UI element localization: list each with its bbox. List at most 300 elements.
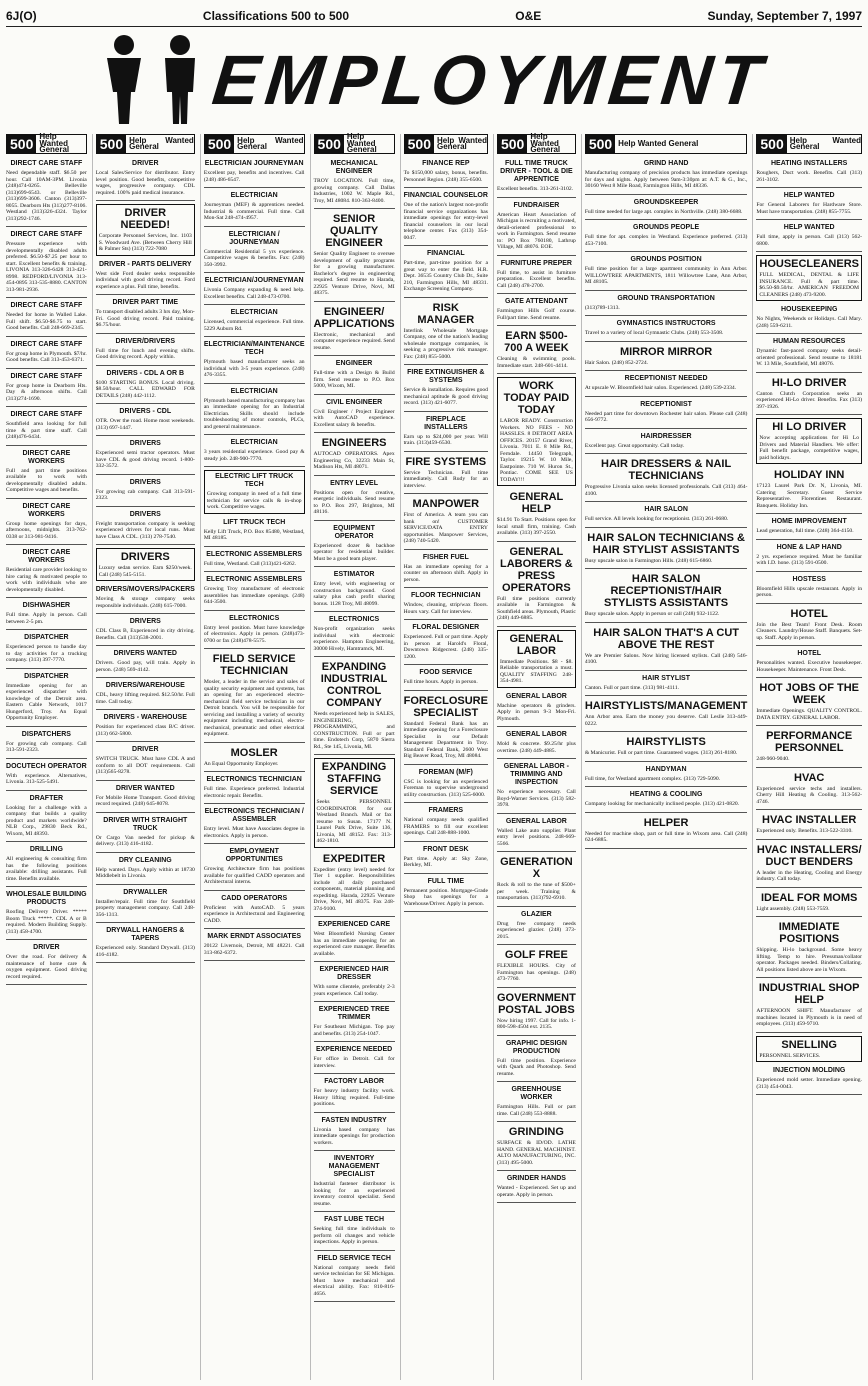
ad-title: GENERAL LABOR [505, 817, 567, 825]
ad-title: ELECTRONICS [329, 616, 380, 623]
ad-body: All engineering & consulting firm has the following positions available: drilling assistants. Full time. Benefits available. [6, 856, 87, 882]
ad-title: WORK TODAY PAID TODAY [503, 380, 570, 416]
classified-ad [404, 248, 488, 298]
classified-ad [6, 942, 87, 985]
classified-columns [6, 134, 862, 1380]
ad-title: HAIR SALON [644, 506, 688, 513]
ad-title: DIRECT CARE STAFF [10, 372, 83, 380]
classified-column [92, 134, 195, 1380]
ad-body: Freight transportation company is seeking experienced drivers for local runs. Must have Class A CDL. (313) 278-7540. [95, 520, 195, 540]
ad-title: DRIVERS - CDL [119, 408, 172, 415]
ad-title: HONE & LAP HAND [776, 543, 842, 551]
classified-ad [756, 842, 862, 888]
classified-ad [756, 336, 862, 373]
ad-title: GROUNDS PEOPLE [633, 224, 700, 231]
classification-number: 500 [205, 135, 234, 153]
classified-ad [756, 190, 862, 220]
classified-ad [6, 229, 87, 298]
ad-body: Growing company in need of a full time technician for service calls & in-shop work. Competitive wages. [206, 491, 302, 510]
ad-body: AFTERNOON SHIFT. Manufacturer of machines located in Plymouth is in need of employees. (313) 459-9710. [756, 1008, 862, 1027]
classified-ad [314, 158, 395, 209]
ad-body: Expediter (entry level) needed for Tier 1 supplier. Responsibilities include all daily purchased components, material planning and expediting. Harada, 22925 Venture Drive, Novi, MI 48375. Fax 248-374-9100. [313, 866, 395, 912]
classified-ad [497, 200, 576, 256]
masthead-title: EMPLOYMENT [208, 41, 772, 119]
classification-number: 500 [498, 135, 527, 153]
classified-ad [204, 549, 305, 573]
classification-label: Help Wanted General [789, 135, 861, 151]
ad-title: GREENHOUSE WORKER [511, 1086, 562, 1101]
ad-title: EXPERIENCE NEEDED [315, 1046, 393, 1053]
ad-body: Entry level position. Must have knowledge of electronics. Apply in person. (248)473-0700 or fax (248)478-5575. [203, 624, 305, 644]
ad-title: ELECTRONIC ASSEMBLERS [206, 550, 303, 558]
ad-title: FOOD SERVICE [419, 669, 473, 676]
ad-body: For Mobile Home Transport. Good driving record required. (248) 645-8078. [95, 794, 195, 807]
ad-body: Full time for apt. complex in Westland. Experience preferred. (313) 453-7100. [584, 234, 748, 247]
ad-body: Roofing Delivery Driver. ***** Boom Truck *****. CDL A or B required. Modern Building Supply. (313) 458-4700. [6, 909, 87, 935]
ad-title: ENTRY LEVEL [330, 479, 378, 487]
ad-body: AUTOCAD OPERATORS. Apex Engineering Co, 32233 Main St, Madison Hts, MI 48071. [313, 451, 395, 470]
ad-title: EXPEDITER [322, 852, 386, 865]
classified-ad [204, 307, 305, 337]
classified-ad [756, 222, 862, 252]
ad-title: HVAC [794, 771, 825, 784]
ad-title: ELECTRONICS TECHNICIAN [206, 776, 302, 783]
ad-title: DRIVERS WANTED [113, 650, 177, 657]
ad-title: GLAZIER [521, 910, 552, 918]
ad-body: Interlink Wholesale Mortgage Company, one of the nation's leading wholesale mortgage companies, is seeking a progressive risk manager. Fax: (248) 855-5000. [403, 327, 488, 360]
ad-body: Non-profit organization seeks individual with electronic experience. Hampton Engineering, 30000 Hively, Hamtramck, MI. [313, 626, 395, 652]
ad-title: FINANCIAL [426, 250, 465, 257]
ad-title: ENGINEER [335, 360, 373, 367]
ad-title: EMPLOYMENT OPPORTUNITIES [225, 848, 283, 863]
classified-ad [204, 470, 305, 514]
classified-ad [96, 438, 195, 475]
ad-body: OTR. Over the road. Home most weekends. (313) 697-1447. [95, 418, 195, 431]
classified-ad [585, 344, 748, 372]
ad-body: For group home in Dearborn Hts. Day & afternoon shifts. Call (313)274-1690. [6, 382, 87, 402]
ad-body: 17123 Laurel Park Dr. N, Livonia, MI. Catering Secretary. Guest Service Representative. Florentines Restaurant. Banquets. Holiday Inn. [756, 483, 862, 509]
classification-label: Help Wanted General [129, 135, 194, 151]
ad-title: FINANCIAL COUNSELOR [403, 192, 488, 199]
ad-title: INVENTORY MANAGEMENT SPECIALIST [328, 1155, 380, 1178]
ad-title: RECEPTIONIST [640, 400, 692, 408]
classified-ad [756, 375, 862, 416]
classified-ad [756, 606, 862, 647]
ad-body: For growing cab company. Call 313-591-2323. [95, 488, 195, 501]
ad-body: Join the Best Team! Front Desk. Room Cleaners. Laundry/House Staff. Banquets. Set-up. Staff. Apply in person. [756, 621, 862, 641]
classified-ad [96, 648, 195, 678]
ad-body: Need dependable staff. $6.50 per hour. Call 10AM-3PM. Livonia (248)474-0265. Belleville (313)699-6543. or Belleville (313)699-3606. Canton (313)397-8055. Dearborn Hts (313)277-8106. Westland (313)326-4324. Taylor (313)292-1746. [6, 170, 87, 222]
ad-body: Drivers. Good pay, will train. Apply in person. (248) 569-4142. [95, 660, 195, 673]
ad-body: Roughers, Duct work. Benefits. Call (313) 261-3102. [756, 170, 862, 183]
ad-body: Needed for machine shop, part or full time in Wixom area. Call (248) 624-6885. [584, 830, 748, 843]
classified-ad [756, 255, 862, 301]
ad-body: Mosler, a leader in the service and sales of quality security equipment and systems, has an opening for an experienced electro-mechanical field service technician in our Detroit branch. You will be responsible for servicing and installing a variety of security equipment including mechanical, electro-mechanical, pneumatic and other electrical equipment. [203, 679, 305, 737]
classified-ad [314, 478, 395, 521]
ad-title: FOREMAN (M/F) [418, 768, 473, 776]
paper-name: O&E [515, 9, 542, 23]
ad-title: MOSLER [230, 746, 278, 759]
classified-ad [204, 229, 305, 274]
classified-ad [314, 1115, 395, 1152]
ad-title: WHOLESALE BUILDING PRODUCTS [6, 891, 87, 906]
classified-ad [314, 964, 395, 1002]
classified-ad [756, 158, 862, 188]
classified-ad [314, 1253, 395, 1303]
ad-body: Full time. Experience preferred. Industrial electronic repair. Benefits. [203, 786, 305, 799]
ad-title: FINANCE REP [422, 160, 470, 167]
ad-title: HOUSECLEANERS [759, 258, 859, 270]
classified-ad [404, 622, 488, 665]
ad-body: With experience. Alternatives, Livonia. 313-525-5491. [6, 772, 87, 785]
classified-ad [585, 764, 748, 788]
classified-ad [6, 371, 87, 408]
ad-title: ELECTRICIAN [230, 309, 278, 316]
ad-title: GOVERNMENT POSTAL JOBS [496, 991, 576, 1016]
ad-body: Full time, apply in person. Call (313) 562-6800. [756, 234, 862, 247]
ad-title: FIELD SERVICE TECH [317, 1254, 391, 1262]
ad-title: IMMEDIATE POSITIONS [778, 921, 840, 945]
classified-ad [585, 530, 748, 570]
classified-ad [314, 614, 395, 657]
ad-title: DRIVER/DRIVERS [115, 337, 176, 345]
ad-title: DRIVER WITH STRAIGHT TRUCK [103, 816, 188, 832]
classified-ad [756, 919, 862, 978]
ad-body: Luxury sedan service. Earn $250/week. Call (248) 545-5151. [98, 565, 192, 578]
classified-ad [314, 659, 395, 755]
ad-title: GROUNDS POSITION [630, 256, 702, 263]
classified-ad [756, 1065, 862, 1095]
ad-title: HANDYMAN [645, 765, 687, 773]
ad-title: IDEAL FOR MOMS [761, 891, 858, 904]
ad-title: HVAC INSTALLERS/ DUCT BENDERS [756, 843, 862, 868]
classification-number: 500 [757, 135, 786, 153]
classified-column [200, 134, 305, 1380]
classified-ad [497, 1173, 576, 1203]
ad-title: MECHANICAL ENGINEER [330, 160, 378, 175]
ad-body: Livonia based company has immediate openings for production workers. [313, 1126, 395, 1146]
ad-title: HEATING INSTALLERS [771, 160, 848, 167]
ad-title: FULL TIME [427, 877, 464, 885]
ad-body: Drug free company needs experienced glazier. (248) 373-2015. [496, 920, 576, 940]
classified-ad [404, 158, 488, 188]
ad-body: Journeyman (MEF) & apprentices needed. Industrial & commercial. Full time. Call Mon-Sat 248-474-4957. [203, 202, 305, 221]
classified-ad [756, 574, 862, 604]
classified-ad [756, 542, 862, 572]
ad-body: Full time needed for large apt. complex in Northville. (248) 380-6688. [584, 208, 743, 215]
ad-body: An Equal Opportunity Employer. [203, 760, 279, 767]
ad-title: HAIRDRESSER [640, 432, 692, 440]
classified-ad [6, 671, 87, 727]
ad-title: FURNITURE PREPER [500, 259, 572, 267]
classified-ad [497, 854, 576, 907]
ad-title: HUMAN RESOURCES [773, 338, 846, 345]
ad-title: GATE ATTENDANT [504, 298, 568, 305]
ad-title: DIRECT CARE STAFF [10, 231, 83, 238]
ad-title: HOME IMPROVEMENT [771, 518, 847, 525]
masthead [6, 30, 862, 130]
ad-title: GROUND TRANSPORTATION [617, 294, 715, 302]
ad-body: Service Technician. Full time immediately. Call Rudy for an interview. [403, 469, 488, 489]
ad-title: HOTEL [797, 650, 822, 657]
ad-body: Dynamic fast-paced company seeks detail-oriented professional. Send resume to 18181 W. 13 Mile, Southfield, MI 48076. [756, 348, 862, 367]
ad-title: GRINDING [508, 1126, 564, 1138]
ad-title: DRIVERS/MOVERS/PACKERS [95, 586, 195, 593]
ad-body: Permanent position. Mortgage-Grade Shop has openings for a Warehouse/Driver. Apply in person. [403, 887, 488, 907]
ad-title: HOLIDAY INN [774, 469, 845, 481]
ad-title: FRONT DESK [423, 845, 469, 853]
page-number: 6J(O) [6, 9, 37, 23]
ad-body: Excellent pay. Great opportunity. Call today. [584, 442, 685, 449]
ad-body: $14.91 To Start. Positions open for local small firm, training. Cash available. (313) 397-2550. [496, 517, 576, 536]
ad-title: DRIVER [132, 160, 159, 167]
ad-title: HOSTESS [792, 575, 826, 583]
ad-body: Installer/repair. Full time for Southfield property management company. Call 248-356-1313. [95, 898, 195, 918]
ad-title: FIELD SERVICE TECHNICIAN [212, 653, 296, 677]
ad-title: GENERAL LABOR [505, 731, 567, 738]
section-label: Classifications 500 to 500 [202, 9, 349, 23]
classified-ad [404, 805, 488, 842]
ad-body: Entry level. Must have Associates degree in electronics. Apply in person. [203, 826, 305, 839]
ad-title: DISPATCHER [24, 672, 69, 680]
ad-title: ENGINEER/ APPLICATIONS [313, 305, 395, 330]
ad-body: Full time, to assist in furniture preparation. Excellent benefits. Call (248) 478-2700. [496, 269, 576, 289]
ad-title: HI-LO DRIVER [771, 376, 847, 389]
ad-body: Canton. Full or part time. (313) 981-4111. [584, 684, 680, 691]
ad-body: Manufacturing company of precision products has immediate openings for days and nights. Apply between 9am-3:30pm at: A.T. & G., Inc., 30160 West 8 Mile Road, Farmington Hills, MI 48336. [584, 170, 748, 189]
classification-number: 500 [586, 135, 615, 153]
classification-label: Help Wanted General [530, 132, 561, 155]
ad-body: Travel to a variety of local Gymnastic Clubs. (248) 553-3508. [584, 330, 724, 336]
ad-title: DRIVER WANTED [115, 784, 175, 792]
ad-title: EXPERIENCED HAIR DRESSER [319, 966, 389, 981]
classified-ad [96, 925, 195, 963]
ad-body: Ann Arbor area. Earn the money you deserve. Call Leslie 313-449-0222. [584, 714, 748, 727]
classified-ad [96, 887, 195, 924]
classified-ad [404, 590, 488, 620]
classified-ad [204, 613, 305, 650]
ad-title: GRIND HAND [643, 160, 689, 167]
ad-body: Proficient with AutoCAD. 5 years experience in Architectural and Engineering CADD. [203, 904, 305, 924]
ad-body: CDL, heavy lifting required. $12.50/hr. Full time. Call today. [95, 692, 195, 705]
classified-ad [96, 158, 195, 201]
classified-ad [314, 211, 395, 302]
ad-body: SWITCH TRUCK. Must have CDL A and conform to all DOT requirements. Call (313)565-8278. [95, 756, 195, 775]
ad-title: GOLF FREE [504, 949, 568, 961]
ad-title: HAIR SALON RECEPTIONIST/HAIR STYLISTS ASSISTANTS [604, 573, 729, 609]
classified-ad [404, 414, 488, 452]
classified-ad [585, 698, 748, 732]
ad-body: Has an immediate opening for a counter on afternoon shift. Apply in person. [403, 563, 488, 583]
classified-ad [585, 222, 748, 252]
ad-title: EXPERIENCED TREE TRIMMER [318, 1006, 390, 1021]
ad-title: DRIVERS/WAREHOUSE [105, 682, 185, 689]
ad-body: For office in Detroit. Call for interview. [313, 1056, 395, 1069]
ad-body: Civil Engineer / Project Engineer with AutoCAD experience. Excellent salary & benefits. [313, 408, 395, 428]
classified-ad [314, 358, 395, 395]
classified-ad [6, 547, 87, 598]
classified-ad [404, 552, 488, 589]
ad-body: SURFACE & ID/OD. LATHE HAND. GENERAL MACHINIST. ALTO MANUFACTURING, INC. (313) 495-5000. [496, 1140, 576, 1166]
ad-body: No Nights, Weekends or Holidays. Call Mary. (248) 559-6211. [756, 316, 862, 329]
classified-ad [756, 980, 862, 1033]
ad-title: ESTIMATOR [333, 571, 375, 578]
ad-title: HAIR DRESSERS & NAIL TECHNICIANS [601, 458, 732, 482]
ad-body: Now accepting applications for Hi Lo Drivers and Material Handlers. We offer: Full benefit package, competitive wages, paid holidays. [759, 435, 859, 461]
ad-body: Needs experienced help in SALES, ENGINEERING, PROGRAMMING, and CONSTRUCTION. Full or part time. Endotech Corp, 5870 Sierra Rd., Ste 145, Livonia, MI. [313, 711, 395, 750]
ad-body: Experienced only. Standard Drywall. (313) 416-4182. [95, 945, 195, 958]
ad-title: FLOOR TECHNICIAN [410, 592, 481, 599]
ad-title: DRIVER [33, 944, 60, 951]
ad-body: Window, cleaning, strip/wax floors. Hours vary. Call for interview. [403, 602, 488, 615]
classified-ad [404, 667, 488, 691]
classified-column [310, 134, 395, 1380]
classified-ad [314, 569, 395, 612]
classified-ad [497, 691, 576, 728]
ad-title: EXPERIENCED CARE [318, 921, 391, 928]
classified-ad [6, 448, 87, 499]
ad-title: DRILLING [29, 846, 63, 853]
ad-title: DRIVERS [129, 478, 161, 486]
classified-ad [96, 259, 195, 296]
ad-body: Full-time with a Design & Build firm. Send resume to P.O. Box 5000, Wixom, MI. [313, 370, 395, 389]
classified-ad [204, 275, 305, 305]
classified-ad [756, 1036, 862, 1063]
ad-title: INDUSTRIAL SHOP HELP [758, 982, 860, 1006]
ad-body: For General Laborers for Hardware Store. Must have transportation. (248) 855-7755. [756, 202, 862, 215]
ad-body: A leader in the Heating, Cooling and Energy industry. Call today. [756, 869, 862, 882]
ad-title: HELP WANTED [783, 192, 835, 199]
ad-title: ELECTRICIAN [230, 192, 278, 199]
classification-label: Help Wanted General [39, 132, 70, 155]
classified-ad [497, 909, 576, 946]
ad-body: Southfield area looking for full time & part time staff. Call (248)476-6434. [6, 421, 87, 440]
ad-title: HAIR SALON TECHNICIANS & HAIR STYLIST ASSISTANTS [587, 531, 745, 556]
ad-title: GRINDER HANDS [506, 1175, 566, 1182]
classified-ad [497, 761, 576, 814]
ad-body: Needed part time for downtown Rochester hair salon. Please call (248) 656-9772. [584, 410, 748, 423]
classified-ad [204, 437, 305, 467]
ad-title: DIRECT CARE WORKERS [22, 502, 71, 518]
ad-title: DRIVERS [129, 510, 161, 518]
classified-ad [314, 1004, 395, 1042]
ad-body: Over the road. For delivery & maintenance of home care & oxygen equipment. Good driving record required. [6, 954, 87, 980]
classified-ad [314, 397, 395, 434]
ad-title: ELECTRICIAN JOURNEYMAN [204, 160, 304, 167]
ad-title: GENERAL LABOR [505, 692, 567, 700]
classified-ad [6, 761, 87, 791]
classified-ad [585, 158, 748, 195]
ad-title: HELPER [643, 816, 689, 829]
classified-ad [756, 680, 862, 726]
classified-ad [96, 783, 195, 813]
ad-body: National company needs field service technician for SE Michigan. Must have mechanical and electrical ability. Fax: 810-816-4656. [313, 1264, 395, 1297]
ad-body: Immediate Openings. QUALITY CONTROL. DATA ENTRY. GENERAL LABOR. [756, 708, 862, 721]
ad-title: GENERATION X [500, 856, 573, 880]
ad-title: DIRECT CARE STAFF [10, 302, 83, 309]
classified-ad [314, 919, 395, 962]
ad-title: FLORAL DESIGNER [412, 624, 480, 631]
ad-title: EXPANDING STAFFING SERVICE [321, 761, 387, 797]
ad-title: HEATING & COOLING [629, 791, 703, 798]
ad-title: DISPATCHER [24, 634, 69, 641]
ad-body: Experienced mold setter. Immediate opening. (313) 454-0043. [756, 1077, 862, 1090]
classified-ad [96, 509, 195, 546]
ad-body: For group home in Plymouth. $7/hr. Good benefits. Call 313-453-6371. [6, 350, 87, 363]
classified-ad [6, 632, 87, 669]
ad-body: FULL MEDICAL, DENTAL & LIFE INSURANCE. Full & part time. $6.50-$9.50/hr. AMERICAN FREEDOM CLEANERS (248) 473-9200. [759, 272, 859, 298]
ad-body: Bloomfield Hills upscale restaurant. Apply in person. [756, 585, 862, 598]
ad-title: EARN $500-700 A WEEK [504, 330, 569, 354]
ad-title: LIFT TRUCK TECH [223, 518, 286, 526]
ad-body: Local Sales/Service for distributor. Entry level position. Good benefits, competitive wages, progressive company. CDL required. 100% paid medical insurance. [95, 170, 195, 196]
classified-ad [204, 339, 305, 384]
ad-body: No experience necessary. Call Boyd-Warner Services. (313) 582-3978. [496, 789, 576, 808]
ad-body: Busy upscale salon. Apply in person or call (248) 932-1122. [584, 611, 720, 617]
classified-ad [204, 806, 305, 844]
ad-title: DRY CLEANING [118, 856, 172, 864]
ad-title: ENGINEERS [321, 437, 387, 449]
ad-title: HOT JOBS OF THE WEEK [759, 682, 859, 706]
ad-body: Positions open for creative, energetic individuals. Send resume to P.O. Box 297, Brighton, MI 48116. [313, 489, 395, 515]
classified-ad [585, 456, 748, 502]
ad-body: CDL Class B, Experienced in city driving. Benefits. Call (313)538-2001. [95, 628, 195, 641]
ad-title: FACTORY LABOR [324, 1078, 384, 1085]
classified-ad [6, 501, 87, 546]
ad-title: DRIVERS - CDL A OR B [106, 369, 185, 377]
classified-ad [6, 844, 87, 887]
ad-title: EQUIPMENT OPERATOR [333, 524, 375, 540]
ad-body: Residential care provider looking to hire caring & motivated people to work with individuals who are developmentally disabled. [6, 567, 87, 593]
classification-number: 500 [97, 135, 126, 153]
ad-title: HVAC INSTALLER [762, 814, 857, 826]
column-header [6, 134, 87, 154]
ad-body: Wanted - Experienced. Set up and operate. Apply in person. [496, 1185, 576, 1198]
ad-title: GENERAL LABOR [509, 632, 564, 657]
ad-title: GYMNASTICS INSTRUCTORS [616, 320, 716, 327]
ad-body: One of the nation's largest non-profit financial service organizations has immediate openings for entry-level financial counselors in our local telephone center. Fax (313) 354-0047. [403, 202, 488, 241]
ad-body: Full time. Apply in person. Call between 2-5 pm. [6, 612, 87, 625]
ad-body: Commercial Residential 5 yrs experience. Competitive wages & benefits. Fax: (248) 350-3992. [203, 248, 305, 268]
classified-ad [497, 816, 576, 853]
classified-ad [585, 673, 748, 697]
classification-label: Help Wanted General [436, 135, 487, 151]
ad-title: DIRECT CARE STAFF [10, 340, 83, 348]
ad-body: Excellent benefits. 313-261-3102. [496, 186, 574, 192]
ad-title: CIVIL ENGINEER [325, 398, 383, 406]
ad-body: Shipping. Hi-lo background. Some heavy lifting. Temp to hire. Pressman/collator operator. Packages needed. Binders/Collating. All positions listed above are in Wixom. [756, 947, 862, 973]
classified-ad [585, 373, 748, 397]
classified-ad [96, 680, 195, 710]
classified-ad [404, 367, 488, 412]
classified-ad [96, 744, 195, 781]
classified-ad [204, 931, 305, 961]
classified-ad [204, 158, 305, 188]
classified-ad [6, 729, 87, 759]
ad-body: (313)789-1313. [584, 304, 620, 311]
classified-ad [204, 893, 305, 930]
ad-body: For growing cab company. Call 313-591-2323. [6, 740, 87, 753]
ad-title: DRAFTER [29, 794, 64, 802]
column-header [204, 134, 305, 154]
classified-ad [6, 409, 87, 446]
ad-body: Experienced service techs and installers. Cherry Hill Heating & Cooling. 313-562-4746. [756, 785, 862, 805]
classified-ad [314, 851, 395, 918]
ad-title: HAIRSTYLISTS/MANAGEMENT [584, 700, 748, 712]
ad-body: Mold & concrete. $9.25/hr plus overtime. (248) 449-4885. [496, 741, 576, 754]
classified-ad [585, 431, 748, 455]
ad-body: Now hiring 1997. Call for info. 1-800-598-4504 ext. 2135. [496, 1017, 576, 1030]
